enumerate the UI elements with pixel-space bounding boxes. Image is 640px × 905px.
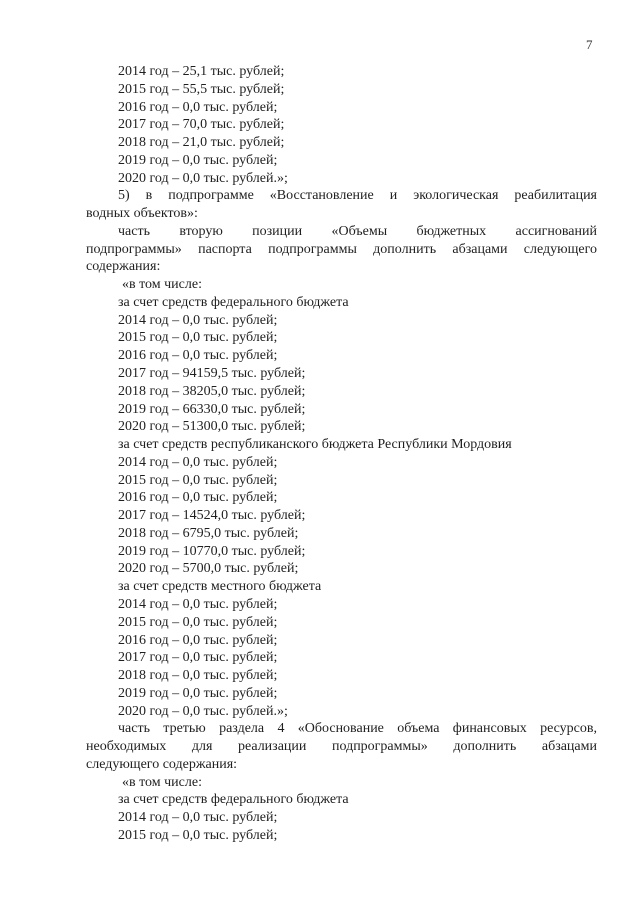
budget-line: 2019 год – 66330,0 тыс. рублей; (118, 401, 306, 417)
funding-source-heading: за счет средств федерального бюджета (118, 294, 349, 310)
budget-line: 2015 год – 0,0 тыс. рублей; (118, 614, 278, 630)
budget-line: 2017 год – 94159,5 тыс. рублей; (118, 366, 306, 382)
budget-line: 2017 год – 70,0 тыс. рублей; (118, 117, 285, 133)
budget-line: 2014 год – 0,0 тыс. рублей; (118, 454, 278, 470)
budget-line: 2020 год – 0,0 тыс. рублей.»; (118, 703, 288, 719)
page-number: 7 (586, 37, 593, 52)
paragraph-line: необходимых для реализации подпрограммы» дополнить абзацами (86, 739, 597, 755)
budget-line: 2015 год – 0,0 тыс. рублей; (118, 330, 278, 346)
budget-line: 2019 год – 10770,0 тыс. рублей; (118, 543, 306, 559)
budget-line: 2016 год – 0,0 тыс. рублей; (118, 99, 278, 115)
funding-source-heading: за счет средств республиканского бюджета Республики Мордовия (118, 437, 512, 453)
funding-source-heading: за счет средств местного бюджета (118, 579, 322, 595)
budget-line: 2018 год – 6795,0 тыс. рублей; (118, 525, 299, 541)
budget-line: 2016 год – 0,0 тыс. рублей; (118, 632, 278, 648)
paragraph-line: водных объектов»: (86, 206, 198, 222)
budget-line: 2016 год – 0,0 тыс. рублей; (118, 348, 278, 364)
paragraph-line: содержания: (86, 259, 161, 275)
budget-line: 2018 год – 38205,0 тыс. рублей; (118, 383, 306, 399)
budget-line: 2014 год – 25,1 тыс. рублей; (118, 64, 285, 79)
document-body (0, 63, 640, 845)
budget-line: 2019 год – 0,0 тыс. рублей; (118, 152, 278, 168)
budget-line: 2018 год – 21,0 тыс. рублей; (118, 135, 285, 151)
budget-line: 2015 год – 0,0 тыс. рублей; (118, 827, 278, 843)
budget-line: 2020 год – 51300,0 тыс. рублей; (118, 419, 306, 435)
budget-line: 2015 год – 0,0 тыс. рублей; (118, 472, 278, 488)
paragraph-line: часть вторую позиции «Объемы бюджетных ассигнований (118, 223, 597, 239)
budget-line: 2019 год – 0,0 тыс. рублей; (118, 685, 278, 701)
budget-line: 2020 год – 0,0 тыс. рублей.»; (118, 170, 288, 186)
paragraph-line: часть третью раздела 4 «Обоснование объема финансовых ресурсов, (118, 721, 597, 737)
budget-line: 2018 год – 0,0 тыс. рублей; (118, 668, 278, 684)
budget-line: 2016 год – 0,0 тыс. рублей; (118, 490, 278, 506)
budget-line: 2014 год – 0,0 тыс. рублей; (118, 312, 278, 328)
paragraph-line: 5) в подпрограмме «Восстановление и экологическая реабилитация (118, 188, 597, 204)
budget-line: 2015 год – 55,5 тыс. рублей; (118, 81, 285, 97)
paragraph-line: подпрограммы» паспорта подпрограммы дополнить абзацами следующего (86, 241, 597, 257)
budget-line: 2014 год – 0,0 тыс. рублей; (118, 596, 278, 612)
budget-line: 2014 год – 0,0 тыс. рублей; (118, 810, 278, 826)
budget-line: 2017 год – 14524,0 тыс. рублей; (118, 508, 306, 524)
paragraph-line: следующего содержания: (86, 756, 238, 772)
budget-line: 2020 год – 5700,0 тыс. рублей; (118, 561, 299, 577)
budget-line: 2017 год – 0,0 тыс. рублей; (118, 650, 278, 666)
quote-start-line: «в том числе: (122, 774, 202, 790)
funding-source-heading: за счет средств федерального бюджета (118, 792, 349, 808)
quote-start-line: «в том числе: (122, 277, 202, 293)
